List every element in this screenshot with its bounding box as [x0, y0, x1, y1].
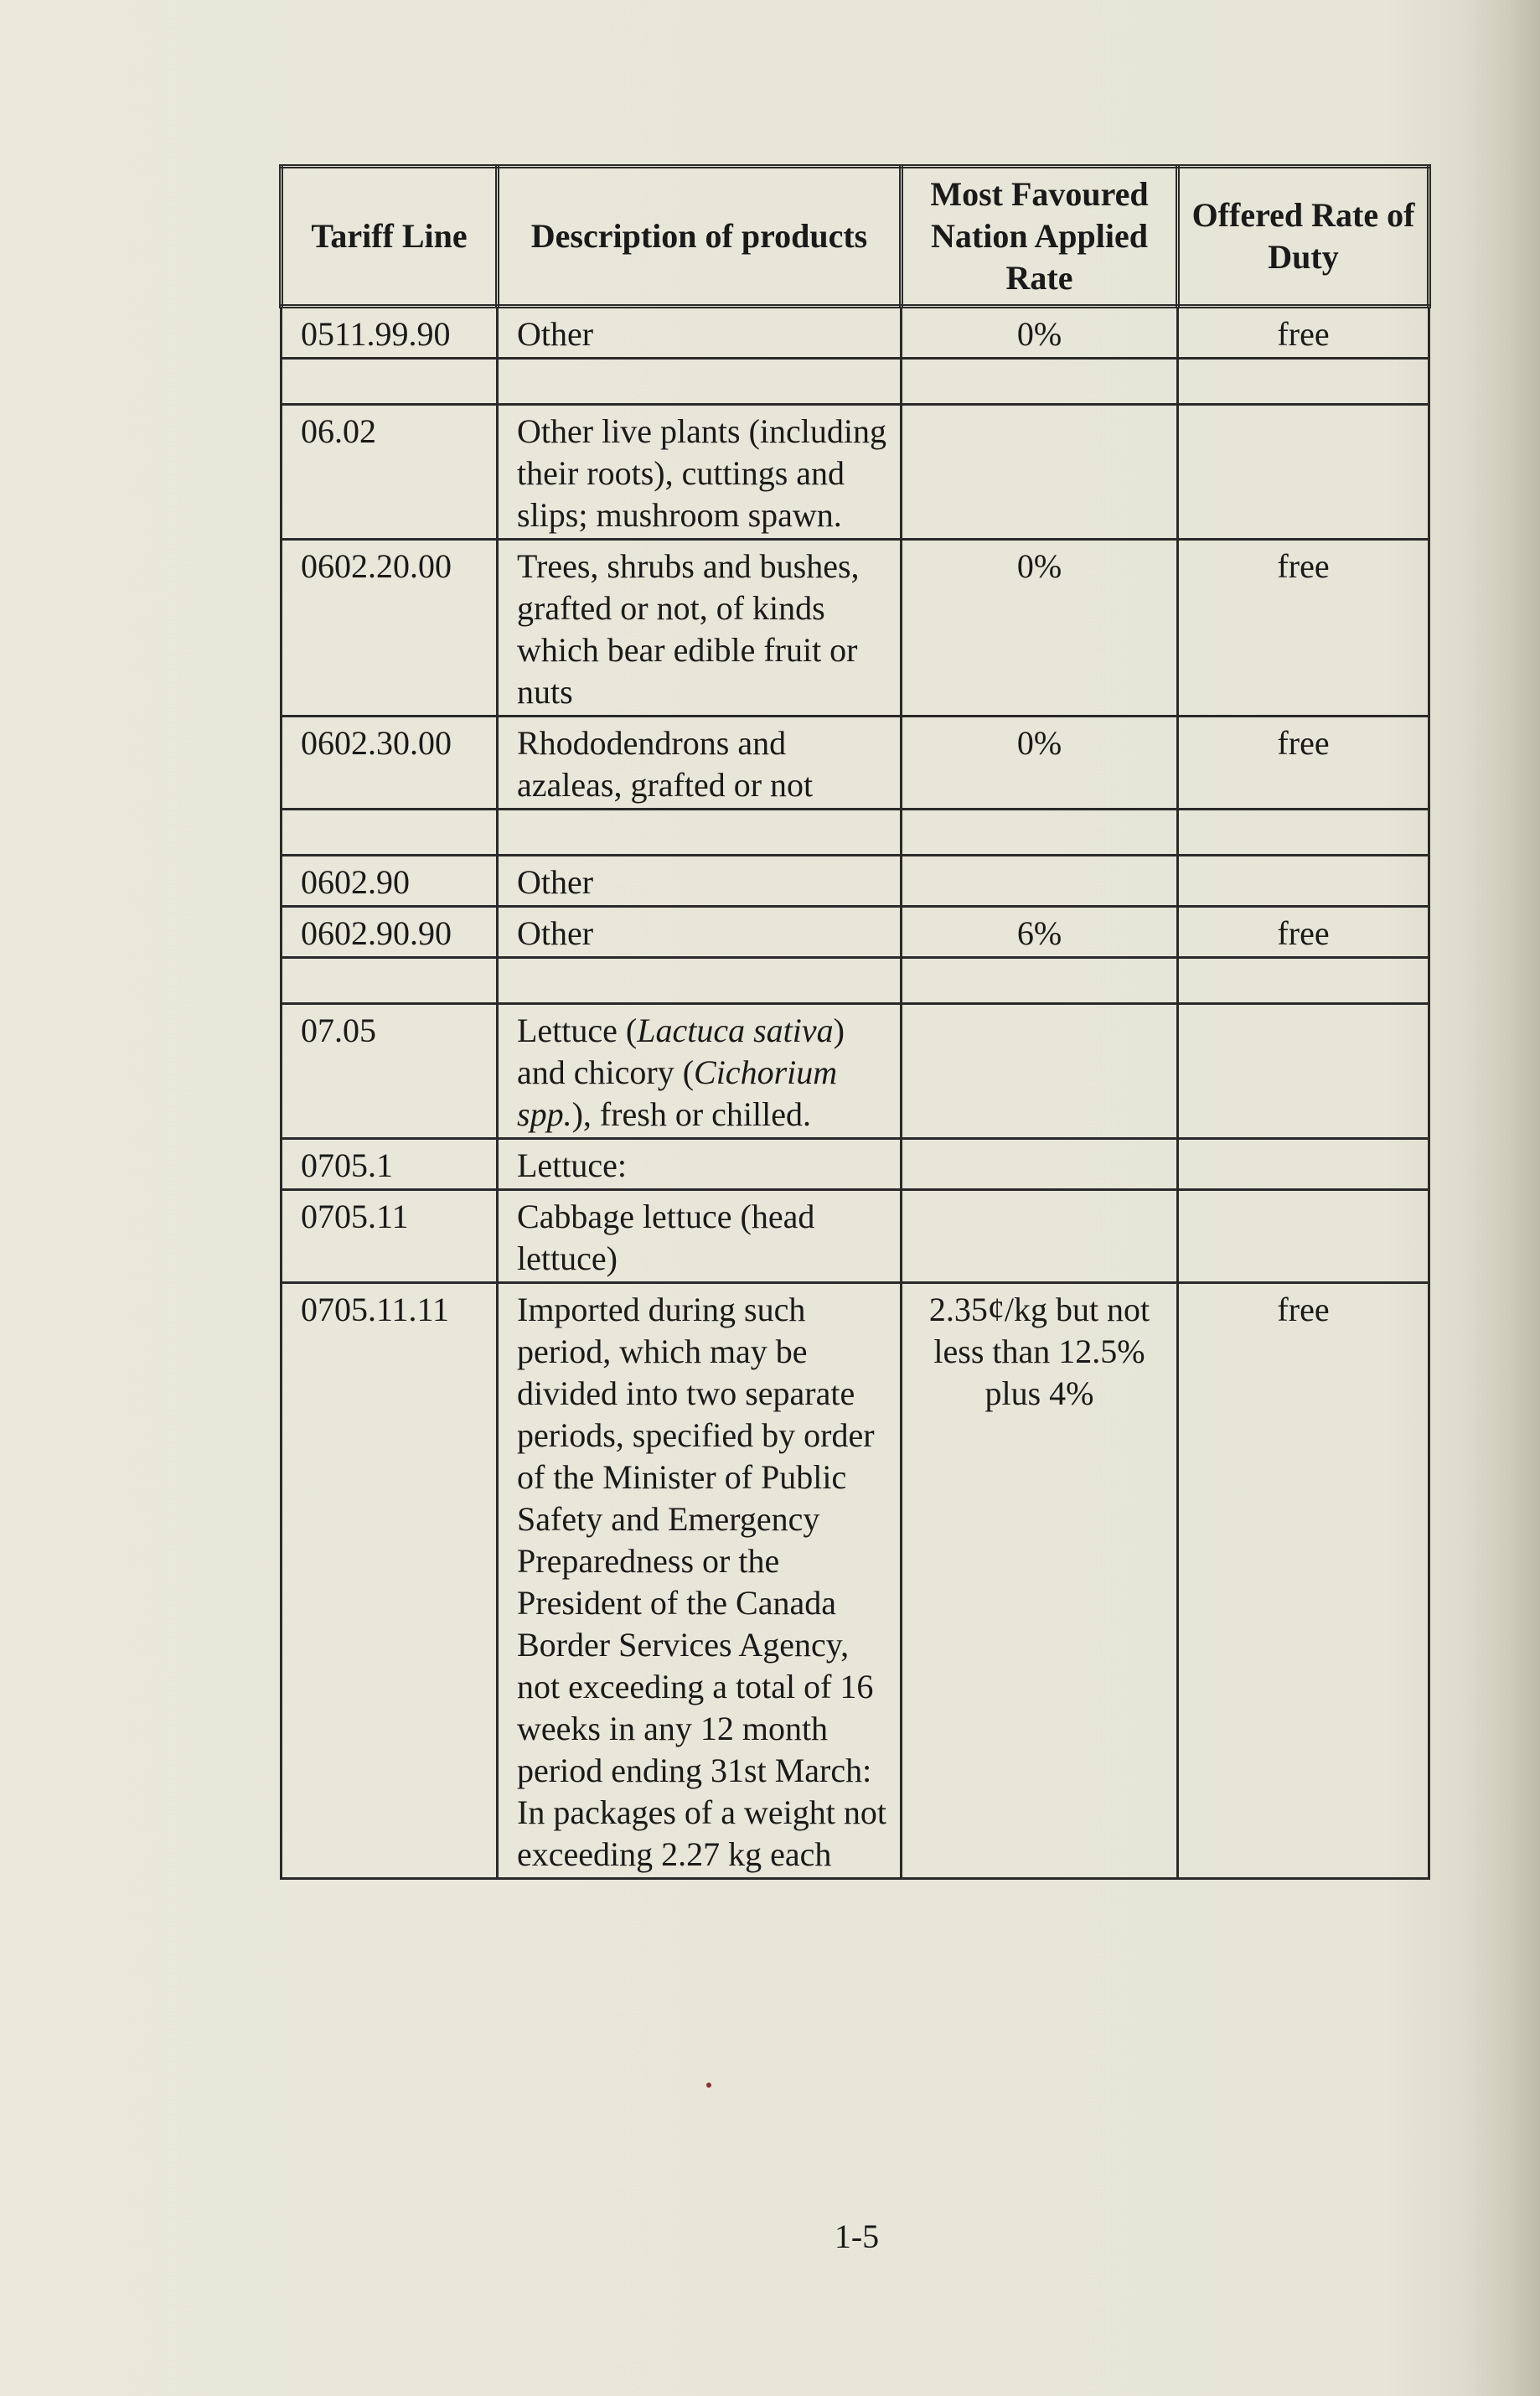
- mfn-cell: 2.35¢/kg but not less than 12.5% plus 4%: [902, 1283, 1178, 1879]
- offered-cell: [1178, 359, 1429, 405]
- table-row: [282, 1139, 1429, 1190]
- description-cell: Rhododendrons and azaleas, grafted or not: [498, 717, 902, 810]
- header-description: Description of products: [498, 167, 902, 307]
- mfn-cell: [902, 810, 1178, 856]
- print-speck: [706, 2083, 711, 2088]
- tariff-cell: 0602.90.90: [282, 907, 498, 958]
- description-cell: Other live plants (including their roots), cuttings and slips; mushroom spawn.: [498, 405, 902, 540]
- description-cell: [498, 359, 902, 405]
- description-text: ), fresh or chilled.: [571, 1095, 812, 1133]
- table-row: [282, 907, 1429, 958]
- description-cell: Trees, shrubs and bushes, grafted or not, of kinds which bear edible fruit or nuts: [498, 540, 902, 717]
- description-cell: Other: [498, 307, 902, 359]
- table-row-empty: [282, 810, 1429, 856]
- header-tariff-line: Tariff Line: [282, 167, 498, 307]
- mfn-cell: 0%: [902, 307, 1178, 359]
- offered-cell: [1178, 1004, 1429, 1139]
- description-cell: [498, 1004, 902, 1139]
- tariff-cell: 0602.30.00: [282, 717, 498, 810]
- tariff-cell: 0602.90: [282, 856, 498, 907]
- mfn-cell: [902, 1139, 1178, 1190]
- mfn-cell: 0%: [902, 717, 1178, 810]
- table-row: [282, 1190, 1429, 1283]
- tariff-cell: 0511.99.90: [282, 307, 498, 359]
- header-offered-rate: Offered Rate of Duty: [1178, 167, 1429, 307]
- description-cell: Lettuce:: [498, 1139, 902, 1190]
- description-cell: Cabbage lettuce (head lettuce): [498, 1190, 902, 1283]
- mfn-cell: [902, 1004, 1178, 1139]
- tariff-cell: 0705.11.11: [282, 1283, 498, 1879]
- description-text: Lettuce (: [517, 1012, 638, 1049]
- tariff-cell: 06.02: [282, 405, 498, 540]
- table-row: [282, 1283, 1429, 1879]
- tariff-cell: 0602.20.00: [282, 540, 498, 717]
- table-row: [282, 405, 1429, 540]
- description-cell: Other: [498, 907, 902, 958]
- mfn-cell: [902, 856, 1178, 907]
- tariff-cell: [282, 810, 498, 856]
- offered-cell: [1178, 1190, 1429, 1283]
- binding-shadow: [1465, 0, 1540, 2396]
- header-mfn-rate: Most Favoured Nation Applied Rate: [902, 167, 1178, 307]
- mfn-cell: [902, 958, 1178, 1004]
- offered-cell: [1178, 1139, 1429, 1190]
- description-cell: [498, 810, 902, 856]
- offered-cell: [1178, 958, 1429, 1004]
- offered-cell: free: [1178, 540, 1429, 717]
- description-cell: [498, 958, 902, 1004]
- mfn-cell: 6%: [902, 907, 1178, 958]
- tariff-table: [279, 164, 1431, 1880]
- table-row: [282, 717, 1429, 810]
- tariff-cell: [282, 958, 498, 1004]
- offered-cell: free: [1178, 717, 1429, 810]
- tariff-cell: 07.05: [282, 1004, 498, 1139]
- mfn-cell: [902, 359, 1178, 405]
- offered-cell: free: [1178, 1283, 1429, 1879]
- tariff-cell: 0705.1: [282, 1139, 498, 1190]
- offered-cell: free: [1178, 907, 1429, 958]
- description-text: ) and chicory (: [517, 1012, 845, 1091]
- offered-cell: [1178, 405, 1429, 540]
- mfn-cell: [902, 405, 1178, 540]
- table-row: [282, 307, 1429, 359]
- table-row-empty: [282, 958, 1429, 1004]
- description-italic-text: Lactuca sativa: [637, 1012, 834, 1049]
- table-row: [282, 1004, 1429, 1139]
- table-row-empty: [282, 359, 1429, 405]
- offered-cell: [1178, 810, 1429, 856]
- page-number: 1-5: [834, 2217, 880, 2255]
- mfn-cell: [902, 1190, 1178, 1283]
- mfn-cell: 0%: [902, 540, 1178, 717]
- description-italic-text: Cichorium spp.: [517, 1053, 838, 1133]
- offered-cell: [1178, 856, 1429, 907]
- tariff-cell: 0705.11: [282, 1190, 498, 1283]
- description-cell: Other: [498, 856, 902, 907]
- offered-cell: free: [1178, 307, 1429, 359]
- table-row: [282, 856, 1429, 907]
- table-header-row: [282, 167, 1429, 307]
- description-cell: Imported during such period, which may be divided into two separate periods, specified by order of the Minister of Public Safety and Emergency Preparedness or the President of the Canada Border Services Agency, not exceeding a total of 16 weeks in any 12 month period ending 31st March: In packages of a weight not exceeding 2.27 kg each: [498, 1283, 902, 1879]
- tariff-cell: [282, 359, 498, 405]
- table-row: [282, 540, 1429, 717]
